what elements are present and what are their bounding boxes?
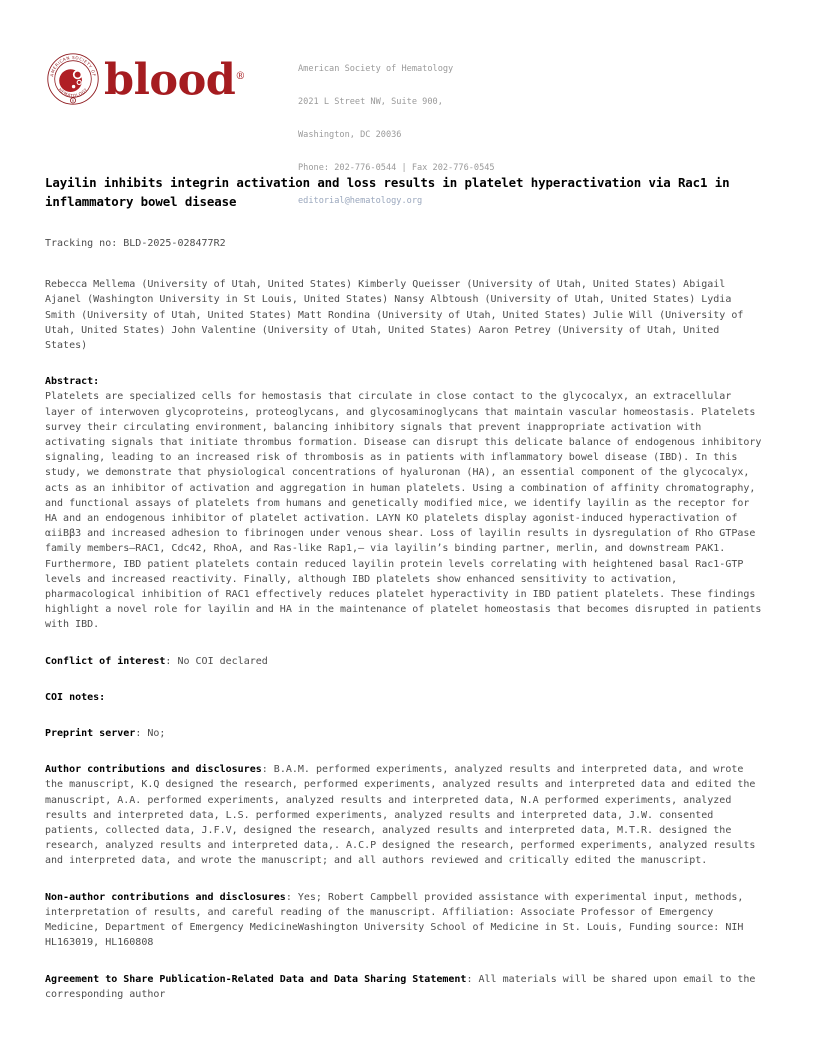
address-email[interactable]: editorial@hematology.org: [298, 195, 423, 206]
conflict-of-interest-label: Conflict of interest: [45, 655, 166, 667]
author-contributions-section: [45, 762, 767, 868]
non-author-contributions-separator: :: [285, 891, 298, 903]
blood-wordmark-text: blood: [104, 55, 236, 106]
data-sharing-value: All materials will be shared upon email to the corresponding author: [45, 973, 756, 1000]
preprint-server-separator: :: [135, 728, 148, 740]
tracking-number: Tracking no: BLD-2025-028477R2: [45, 238, 226, 250]
svg-text:AMERICAN SOCIETY OF: AMERICAN SOCIETY OF: [49, 54, 97, 78]
blood-wordmark: [104, 55, 246, 106]
coi-notes-label: COI notes:: [45, 691, 106, 703]
registered-trademark-icon: ®: [235, 71, 246, 83]
abstract-section: [45, 374, 767, 632]
abstract-body: Platelets are specialized cells for hemostasis that circulate in close contact to the glycocalyx, an extracellular layer of interwoven glycoproteins, proteoglycans, and glycosaminoglycans that maintain vascular homeostasis. Platelets survey their circulating environment, balancing inhibitory signals that prevent inappropriate activation with activating signals that initiate thrombus formation. Disease can disrupt this delicate balance of endogenous inhibitory signaling, leading to an increased risk of thrombosis as in patients with inflammatory bowel disease (IBD). In this study, we demonstrate that physiological concentrations of hyaluronan (HA), an essential component of the glycocalyx, acts as an inhibitor of activation and aggregation in human platelets. Using a combination of affinity chromatography, and functional assays of platelets from humans and genetically modified mice, we identify layilin as the receptor for HA and an endogenous inhibitor of platelet activation. LAYN KO platelets display agonist-induced hyperactivation of αiiBβ3 and increased adhesion to fibrinogen under venous shear. Loss of layilin results in dysregulation of Rho GTPase family members—RAC1, Cdc42, RhoA, and Ras-like Rap1,— via layilin’s binding partner, merlin, and downstream PAK1. Furthermore, IBD patient platelets contain reduced layilin protein levels correlating with heightened basal Rac1-GTP levels and increased reactivity. Finally, although IBD platelets show enhanced sensitivity to activation, pharmacological inhibition of RAC1 effectively reduces platelet hyperactivity in IBD patient platelets. These findings highlight a novel role for layilin and HA in the maintenance of platelet homeostasis that becomes disrupted in patients with IBD.: [45, 391, 762, 631]
conflict-of-interest-value: No COI declared: [177, 655, 268, 667]
preprint-server-value: No;: [147, 728, 166, 740]
author-contributions-value: B.A.M. performed experiments, analyzed results and interpreted data, and wrote the manuscript, K.Q designed the research, performed experiments, analyzed results and interpreted data and edited the manuscript, A.A. performed experiments, analyzed results and interpreted data, N.A performed experiments, analyzed results and interpreted data, L.S. performed experiments, analyzed results and interpreted data, J.W. consented patients, collected data, J.F.V, designed the research, analyzed results and interpreted data, M.T.R. designed the research, analyzed results and interpreted data,. A.C.P designed the research, performed experiments, analyzed results and interpreted data, and wrote the manuscript; and all authors reviewed and critically edited the manuscript.: [45, 764, 756, 867]
address-city-state-zip: Washington, DC 20036: [298, 130, 402, 141]
conflict-of-interest-separator: :: [165, 655, 178, 667]
address-organization: American Society of Hematology: [298, 64, 454, 75]
data-sharing-separator: :: [466, 973, 479, 985]
conflict-of-interest-section: [45, 654, 767, 669]
preprint-server-label: Preprint server: [45, 728, 136, 740]
manuscript-content: [45, 174, 767, 1002]
author-contributions-label: Author contributions and disclosures: [45, 764, 262, 776]
blood-journal-logo: [46, 42, 246, 106]
ash-seal-icon: [46, 52, 100, 106]
data-sharing-label: Agreement to Share Publication-Related Data and Data Sharing Statement: [45, 973, 467, 985]
abstract-label: Abstract:: [45, 376, 100, 388]
preprint-server-section: [45, 726, 767, 741]
address-street: 2021 L Street NW, Suite 900,: [298, 97, 443, 108]
svg-text:HEMATOLOGY: HEMATOLOGY: [57, 86, 89, 99]
data-sharing-section: [45, 972, 767, 1002]
non-author-contributions-value: Yes; Robert Campbell provided assistance with experimental input, methods, interpretation of results, and careful reading of the manuscript. Affiliation: Associate Professor of Emergency Medicine, Department of Emergency MedicineWashington University School of Medicine in St. Louis, Funding source: NIH HL163019, HL160808: [45, 891, 744, 949]
author-contributions-separator: :: [261, 764, 274, 776]
coi-notes-section: [45, 690, 767, 705]
author-list: Rebecca Mellema (University of Utah, United States) Kimberly Queisser (University of Utah, United States) Abigail Ajanel (Washington University in St Louis, United States) Nansy Albtoush (University of Utah, United States) Lydia Smith (University of Utah, United States) Matt Rondina (University of Utah, United States) Julie Will (University of Utah, United States) John Valentine (University of Utah, United States) Aaron Petrey (University of Utah, United States): [45, 279, 744, 351]
non-author-contributions-section: [45, 890, 767, 951]
non-author-contributions-label: Non-author contributions and disclosures: [45, 891, 286, 903]
svg-text:R: R: [71, 99, 75, 103]
page-title: Layilin inhibits integrin activation and loss results in platelet hyperactivation via Rac1 in inflammatory bowel disease: [45, 175, 730, 209]
address-phone-fax: Phone: 202-776-0544 | Fax 202-776-0545: [298, 162, 495, 173]
